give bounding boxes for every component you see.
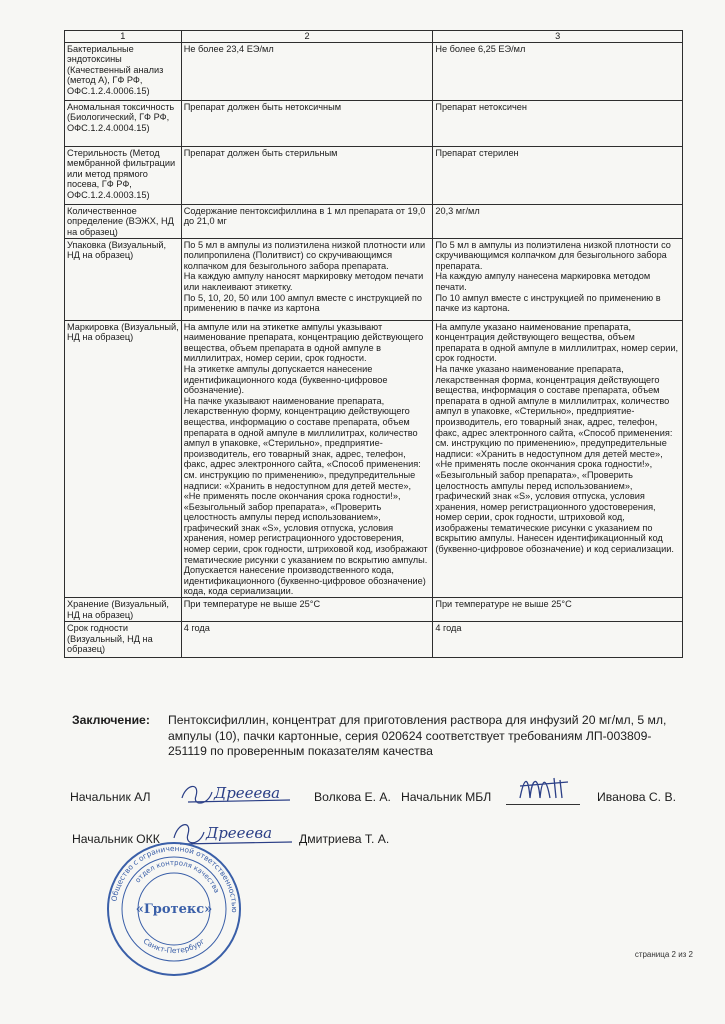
result-cell: На ампуле указано наименование препарата, концентрация действующего вещества, объем препарата в одной ампуле в миллилитрах, номер серии, срок годности. На пачке указано наименование препарата, лекарственная форма, концентрация действующего вещества, информация о составе препарата, объем препарата в одной ампуле в миллилитрах, количество ампул в упаковке, «Стерильно», предприятие-производитель, его товарный знак, адрес, телефон, факс, адрес электронного сайта, «Способ применения: см. инструкцию по применению», предупредительные надписи: «Хранить в недоступном для детей месте», «Не применять после окончания срока годности!», «Безыгольный забор препарата», «Проверить целостность ампулы перед использованием», графический знак «S», условия отпуска, условия хранения, номер регистрационного удостоверения, номер серии, срок годности, штриховой код, изображены тематические рисунки с указанием по вскрытию ампулы. Нанесен идентификационный код (буквенно-цифровое обозначение) и код сериализации. [433, 320, 683, 597]
norm-cell: На ампуле или на этикетке ампулы указывают наименование препарата, концентрацию действующего вещества, объем препарата в одной ампуле в миллилитрах, номер серии, срок годности. На этикетке ампулы допускается нанесение идентификационного кода (буквенно-цифровое обозначение). На пачке указывают наименование препарата, лекарственную форму, концентрацию действующего вещества, информацию о составе препарата, объем препарата в одной ампуле в миллилитрах, количество ампул в упаковке, «Стерильно», предприятие-производитель, его товарный знак, адрес, телефон, факс, адрес электронного сайта, «Способ применения: см. инструкцию по применению», предупредительные надписи: «Хранить в недоступном для детей месте», «Не применять после окончания срока годности!», «Безыгольный забор препарата», «Проверить целостность ампулы перед использованием», графический знак «S», условия отпуска, условия хранения, номер регистрационного удостоверения, номер серии, срок годности, штриховой код, изображают тематические рисунки с указанием по вскрытию ампулы. Допускается нанесение производственного кода, идентификационного (буквенно-цифровое обозначение) кода, кода сериализации. [181, 320, 433, 597]
table-row [65, 146, 683, 204]
test-name-cell: Аномальная токсичность (Биологический, ГФ РФ, ОФС.1.2.4.0004.15) [65, 100, 182, 146]
table-header-row [65, 31, 683, 43]
conclusion-text: Пентоксифиллин, концентрат для приготовления раствора для инфузий 20 мг/мл, 5 мл, ампулы (10), пачки картонные, серия 020624 соответствует требованиям ЛП-003809-251119 по проверенным показателям качества [168, 713, 670, 758]
al-signature-scribble [178, 778, 298, 812]
test-name-cell: Срок годности (Визуальный, НД на образец) [65, 622, 182, 658]
norm-cell: Не более 23,4 ЕЭ/мл [181, 42, 433, 100]
result-cell: По 5 мл в ампулы из полиэтилена низкой плотности со скручивающимся колпачком для безыгольного забора препарата. На каждую ампулу нанесена маркировка методом печати. По 10 ампул вместе с инструкцией по применению в пачке из картона. [433, 238, 683, 320]
test-name-cell: Хранение (Визуальный, НД на образец) [65, 598, 182, 622]
test-name-cell: Маркировка (Визуальный, НД на образец) [65, 320, 182, 597]
norm-cell: Содержание пентоксифиллина в 1 мл препарата от 19,0 до 21,0 мг [181, 204, 433, 238]
table-row [65, 42, 683, 100]
specification-table [64, 30, 683, 658]
test-name-cell: Количественное определение (ВЭЖХ, НД на образец) [65, 204, 182, 238]
column-header: 1 [65, 31, 182, 43]
norm-cell: Препарат должен быть стерильным [181, 146, 433, 204]
al-head-title: Начальник АЛ [70, 790, 151, 804]
okk-head-title: Начальник ОКК [72, 832, 160, 846]
stamp-city-text: Санкт-Петербург [141, 936, 207, 956]
mbl-head-name: Иванова С. В. [597, 790, 676, 804]
result-cell: Не более 6,25 ЕЭ/мл [433, 42, 683, 100]
stamp-center-text: «Гротекс» [135, 902, 213, 917]
page-number: страница 2 из 2 [634, 950, 693, 959]
mbl-signature-scribble [516, 768, 576, 804]
al-head-name: Волкова Е. А. [314, 790, 391, 804]
okk-signature-text: Дрееева [206, 824, 273, 842]
column-header: 3 [433, 31, 683, 43]
svg-text:Санкт-Петербург [142, 936, 207, 955]
result-cell: 20,3 мг/мл [433, 204, 683, 238]
norm-cell: При температуре не выше 25°С [181, 598, 433, 622]
stamp-inner-ring-text: отдел контроля качества [133, 858, 221, 895]
result-cell: 4 года [433, 622, 683, 658]
column-header: 2 [181, 31, 433, 43]
result-cell: Препарат нетоксичен [433, 100, 683, 146]
table-row [65, 320, 683, 597]
company-stamp [104, 839, 244, 979]
table-row [65, 238, 683, 320]
test-name-cell: Стерильность (Метод мембранной фильтрации или метод прямого посева, ГФ РФ, ОФС.1.2.4.0003.15) [65, 146, 182, 204]
test-name-cell: Бактериальные эндотоксины (Качественный анализ (метод А), ГФ РФ, ОФС.1.2.4.0006.15) [65, 42, 182, 100]
norm-cell: Препарат должен быть нетоксичным [181, 100, 433, 146]
result-cell: Препарат стерилен [433, 146, 683, 204]
conclusion-label: Заключение: [72, 713, 150, 727]
table-row [65, 622, 683, 658]
table-row [65, 204, 683, 238]
al-signature-text: Дрееева [214, 784, 281, 802]
test-name-cell: Упаковка (Визуальный, НД на образец) [65, 238, 182, 320]
norm-cell: По 5 мл в ампулы из полиэтилена низкой плотности или полипропилена (Политвист) со скручивающимся колпачком для безыгольного забора препарата. На каждую ампулу наносят маркировку методом печати или наклеивают этикетку. По 5, 10, 20, 50 или 100 ампул вместе с инструкцией по применению в пачке из картона [181, 238, 433, 320]
table-row [65, 598, 683, 622]
mbl-head-title: Начальник МБЛ [401, 790, 492, 804]
okk-head-name: Дмитриева Т. А. [299, 832, 390, 846]
table-row [65, 100, 683, 146]
result-cell: При температуре не выше 25°С [433, 598, 683, 622]
stamp-ring-text: Общество с ограниченной ответственностью [109, 843, 240, 913]
mbl-signature-line [506, 804, 580, 805]
norm-cell: 4 года [181, 622, 433, 658]
